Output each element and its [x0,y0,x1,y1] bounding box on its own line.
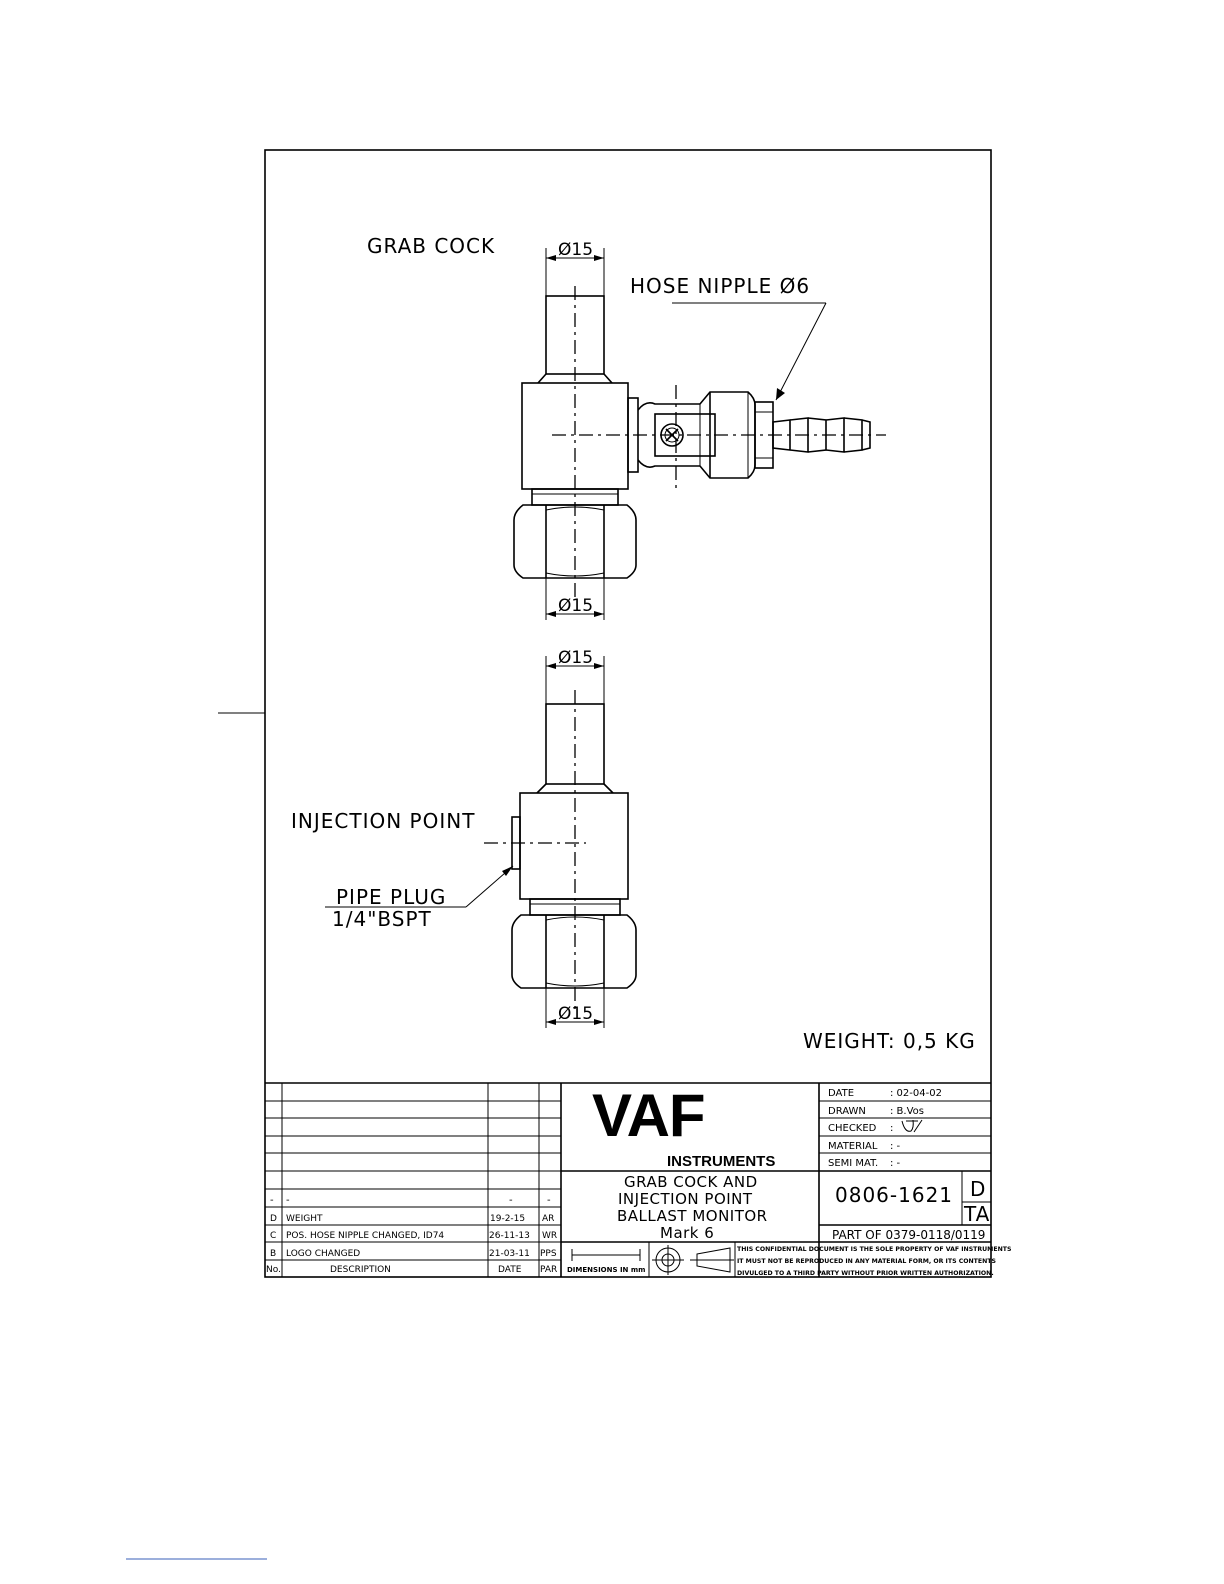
svg-text:: 02-04-02: : 02-04-02 [890,1088,942,1099]
vaf-logo [592,1082,775,1170]
pipe-plug-callout: PIPE PLUG [336,885,447,909]
svg-text:POS. HOSE NIPPLE CHANGED, ID74: POS. HOSE NIPPLE CHANGED, ID74 [286,1231,445,1241]
part-of: PART OF 0379-0118/0119 [832,1228,986,1242]
injection-point-title: INJECTION POINT [291,809,476,833]
svg-text:BALLAST MONITOR: BALLAST MONITOR [617,1207,768,1225]
svg-text:-: - [286,1195,290,1206]
svg-text:LOGO CHANGED: LOGO CHANGED [286,1249,361,1259]
dimensions-note [567,1249,645,1274]
weight-note: WEIGHT: 0,5 KG [803,1029,976,1053]
svg-text:-: - [547,1195,551,1206]
svg-text:26-11-13: 26-11-13 [489,1231,530,1241]
hose-nipple-callout: HOSE NIPPLE Ø6 [630,274,811,298]
drawing-description [617,1173,768,1242]
svg-text:C: C [270,1231,277,1241]
svg-text:IT MUST NOT BE REPRODUCED IN A: IT MUST NOT BE REPRODUCED IN ANY MATERIAL FORM, OR ITS CONTENTS [737,1258,996,1265]
revision-row-d [270,1214,554,1224]
svg-text:GRAB COCK AND: GRAB COCK AND [624,1173,758,1191]
svg-text:DATE: DATE [498,1265,522,1275]
svg-text:19-2-15: 19-2-15 [490,1214,526,1224]
svg-text:THIS CONFIDENTIAL DOCUMENT IS: THIS CONFIDENTIAL DOCUMENT IS THE SOLE PROPERTY OF VAF INSTRUMENTS [737,1246,1012,1253]
svg-text:AR: AR [542,1214,555,1224]
svg-text:PPS: PPS [540,1249,557,1259]
svg-text:INSTRUMENTS: INSTRUMENTS [667,1153,776,1170]
svg-text:B: B [270,1249,277,1259]
svg-text:Ø15: Ø15 [558,648,594,668]
svg-text:CHECKED: CHECKED [828,1123,877,1134]
svg-text:: -: : - [890,1158,901,1169]
confidential-notice [737,1246,1011,1277]
title-block [265,1082,1011,1277]
title-fields [819,1088,991,1171]
svg-text:-: - [270,1195,274,1206]
svg-text:SEMI MAT.: SEMI MAT. [828,1158,879,1169]
grab-cock-view [367,234,886,620]
projection-symbol-icon [652,1245,734,1275]
revision-row-b [270,1249,557,1259]
svg-text:DRAWN: DRAWN [828,1106,866,1117]
svg-text:MATERIAL: MATERIAL [828,1141,878,1152]
svg-text:21-03-11: 21-03-11 [489,1249,530,1259]
svg-text::: : [890,1123,894,1134]
svg-text:DESCRIPTION: DESCRIPTION [330,1265,391,1275]
svg-text:PAR: PAR [540,1265,558,1275]
revision-header [266,1265,557,1275]
revision-row-dash [270,1195,551,1206]
svg-text:DATE: DATE [828,1088,855,1099]
revision-row-c [270,1231,557,1241]
pipe-plug-thread: 1/4"BSPT [332,907,432,931]
checked-signature [902,1120,922,1132]
svg-text:VAF: VAF [592,1082,705,1149]
svg-text:Ø15: Ø15 [558,596,594,616]
revision-table [265,1083,561,1277]
svg-text:WR: WR [542,1231,558,1241]
svg-text:D: D [270,1214,277,1224]
injection-point-view [291,648,636,1028]
svg-text:: B.Vos: : B.Vos [890,1106,924,1117]
svg-text:Ø15: Ø15 [558,240,594,260]
svg-text:WEIGHT: WEIGHT [286,1214,323,1224]
svg-text:No.: No. [266,1265,281,1275]
drawing-number: 0806-1621 [835,1183,954,1207]
svg-text:Mark 6: Mark 6 [660,1224,715,1242]
svg-text:: -: : - [890,1141,901,1152]
grab-cock-title: GRAB COCK [367,234,496,258]
svg-text:INJECTION POINT: INJECTION POINT [618,1190,753,1208]
revision-letter: D [970,1177,987,1201]
svg-text:DIMENSIONS IN mm: DIMENSIONS IN mm [567,1266,646,1274]
svg-text:-: - [509,1195,513,1206]
svg-text:Ø15: Ø15 [558,1004,594,1024]
svg-text:DIVULGED TO A THIRD PARTY WITH: DIVULGED TO A THIRD PARTY WITHOUT PRIOR WRITTEN AUTHORIZATION. [737,1270,994,1277]
sheet-size: TA [964,1202,991,1226]
